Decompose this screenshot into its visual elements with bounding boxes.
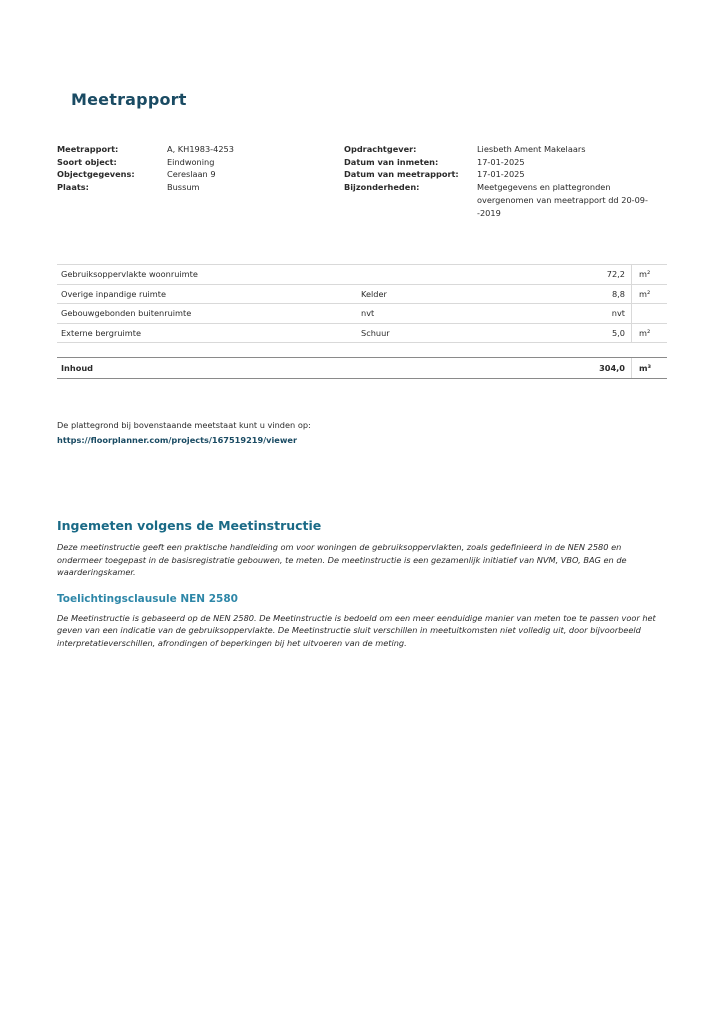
meta-column-left — [57, 143, 347, 194]
floorplan-link-intro: De plattegrond bij bovenstaande meetstaat kunt u vinden op: — [57, 420, 311, 430]
row-subspace: nvt — [361, 308, 375, 319]
table-total-row — [57, 357, 667, 379]
row-value: 72,2 — [606, 269, 625, 280]
meta-value: 17-01-2025 — [477, 156, 525, 167]
meta-row — [57, 143, 347, 156]
meta-label: Soort object: — [57, 156, 117, 167]
row-description: Gebouwgebonden buitenruimte — [61, 308, 192, 319]
row-unit: m² — [631, 324, 667, 343]
row-subspace: Kelder — [361, 288, 387, 299]
meta-row — [344, 181, 664, 219]
row-value: 8,8 — [611, 288, 625, 299]
meta-row — [57, 181, 347, 194]
floorplan-link-block — [57, 418, 311, 448]
table-row — [57, 324, 667, 344]
floorplan-link[interactable]: https://floorplanner.com/projects/167519219/viewer — [57, 435, 298, 445]
clause-section-body: De Meetinstructie is gebaseerd op de NEN 2580. De Meetinstructie is bedoeld om een meer eenduidige manier van meten toe te passen voor het geven van een indicatie van de gebruiksoppervlakte. De Meetinstructie sluit verschillen in meetuitkomsten niet volledig uit, door bijvoorbeeld interpretatieverschillen, afrondingen of beperkingen bij het uitvoeren van de meting. — [57, 612, 656, 648]
row-description: Overige inpandige ruimte — [61, 288, 167, 299]
table-row — [57, 264, 667, 285]
total-description: Inhoud — [61, 363, 94, 373]
meta-value: Cereslaan 9 — [167, 169, 216, 180]
measurement-section — [57, 518, 669, 650]
row-subspace: Schuur — [361, 327, 390, 338]
total-value: 304,0 — [599, 363, 625, 373]
row-unit: m² — [631, 265, 667, 284]
meta-row — [344, 143, 664, 156]
clause-section-title: Toelichtingsclausule NEN 2580 — [57, 592, 238, 605]
measurement-section-title: Ingemeten volgens de Meetinstructie — [57, 518, 322, 533]
table-row — [57, 285, 667, 305]
meta-label: Opdrachtgever: — [344, 144, 417, 154]
measurement-section-body: Deze meetinstructie geeft een praktische handleiding om voor woningen de gebruiksoppervlakten, zoals gedefinieerd in de NEN 2580 en ondermeer toegepast in de basisregistratie gebouwen, te meten. De meetinstructie is een gezamenlijk initiatief van NVM, VBO, BAG en de waarderingskamer. — [57, 542, 627, 578]
measurement-table — [57, 264, 667, 379]
meta-label: Datum van inmeten: — [344, 156, 439, 167]
meta-row — [57, 168, 347, 181]
row-value: nvt — [611, 308, 625, 319]
meta-label: Datum van meetrapport: — [344, 169, 459, 180]
page-title: Meetrapport — [71, 90, 187, 109]
meta-row — [344, 168, 664, 181]
row-description: Externe bergruimte — [61, 327, 142, 338]
meta-label: Meetrapport: — [57, 144, 119, 154]
meta-label: Bijzonderheden: — [344, 182, 420, 193]
meta-column-right — [344, 143, 664, 219]
row-value: 5,0 — [611, 327, 625, 338]
meta-row — [57, 156, 347, 169]
meta-row — [344, 156, 664, 169]
meta-value: Meetgegevens en plattegronden overgenomen van meetrapport dd 20-09--2019 — [477, 182, 648, 218]
meta-value: Bussum — [167, 182, 200, 193]
total-unit: m³ — [631, 358, 667, 378]
row-unit — [631, 304, 667, 323]
meta-value: Liesbeth Ament Makelaars — [477, 144, 586, 154]
table-row — [57, 304, 667, 324]
meta-value: A, KH1983-4253 — [167, 144, 234, 154]
meta-value: Eindwoning — [167, 156, 215, 167]
row-description: Gebruiksoppervlakte woonruimte — [61, 269, 198, 280]
meta-value: 17-01-2025 — [477, 169, 525, 180]
table-spacer — [57, 343, 667, 357]
row-unit: m² — [631, 285, 667, 304]
meta-label: Objectgegevens: — [57, 169, 135, 180]
meta-label: Plaats: — [57, 182, 89, 193]
